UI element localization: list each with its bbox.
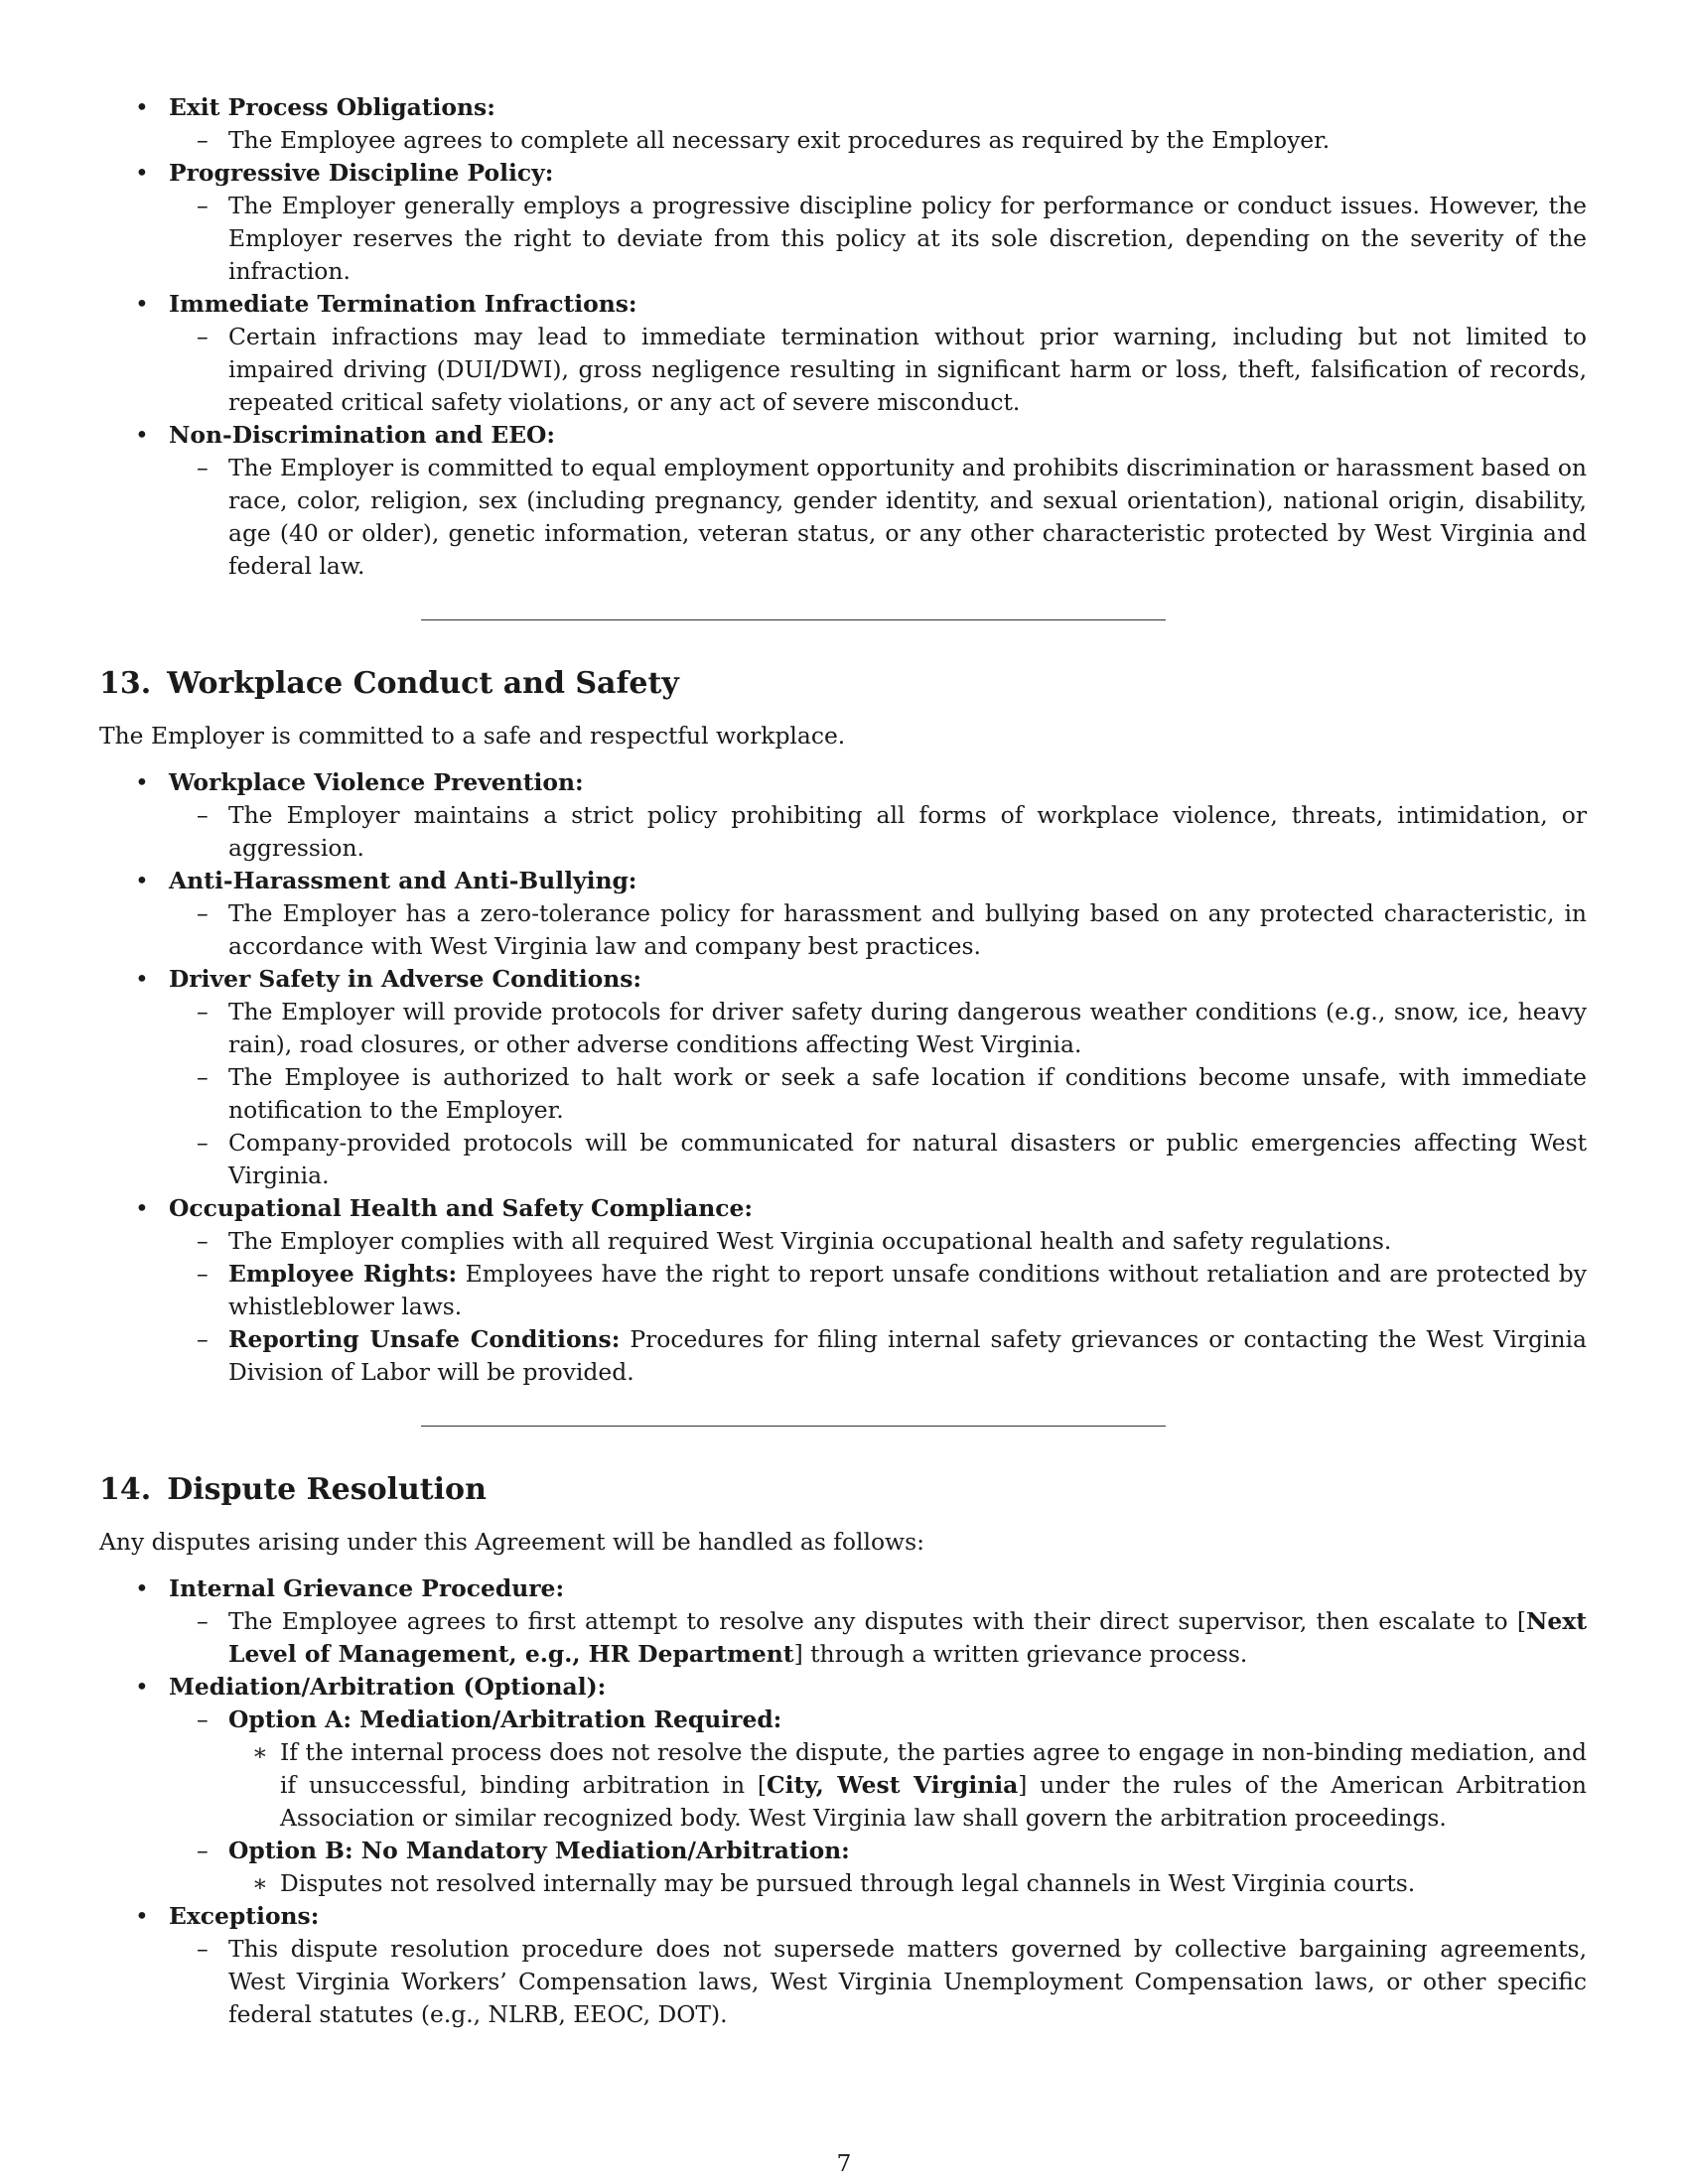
item-heading: Workplace Violence Prevention:	[169, 768, 584, 796]
sub-item-employee-rights	[169, 1258, 1587, 1323]
option-label: Option B: No Mandatory Mediation/Arbitration:	[228, 1837, 850, 1864]
sub-item: – The Employer is committed to equal employment opportunity and prohibits discrimination or harassment based on race, color, religion, sex (including pregnancy, gender identity, and sexual orientation), national origin, disability, age (40 or older), genetic information, veteran status, or any other characteristic protected by West Virginia and federal law.	[169, 452, 1587, 583]
sub-sub-item: ∗ Disputes not resolved internally may be pursued through legal channels in West Virginia courts.	[228, 1867, 1587, 1900]
sub-item-option-a	[169, 1704, 1587, 1835]
item-heading: Occupational Health and Safety Compliance:	[169, 1194, 754, 1222]
item-heading: Non-Discrimination and EEO:	[169, 421, 556, 449]
sub-item: – The Employer maintains a strict policy prohibiting all forms of workplace violence, threats, intimidation, or aggression.	[169, 799, 1587, 865]
sub-item: – The Employer complies with all required West Virginia occupational health and safety regulations.	[169, 1225, 1587, 1258]
list-item	[99, 91, 1587, 157]
inline-label: Reporting Unsafe Conditions:	[228, 1325, 621, 1353]
sub-item: – Company-provided protocols will be communicated for natural disasters or public emergencies affecting West Virginia.	[169, 1127, 1587, 1192]
section-13-heading	[99, 664, 1587, 704]
section-number: 14.	[99, 1472, 152, 1507]
section-intro: Any disputes arising under this Agreement will be handled as follows:	[99, 1528, 924, 1556]
sub-item-option-b	[169, 1835, 1587, 1900]
list-item	[99, 766, 1587, 865]
section-divider	[421, 619, 1166, 620]
item-heading: Immediate Termination Infractions:	[169, 290, 637, 318]
option-label: Option A: Mediation/Arbitration Required:	[228, 1706, 782, 1733]
page-number: 7	[836, 2149, 852, 2177]
continued-list	[99, 91, 1587, 583]
sub-item: – This dispute resolution procedure does not supersede matters governed by collective bargaining agreements, West Virginia Workers’ Compensation laws, West Virginia Unemployment Compensation laws, or other specific federal statutes (e.g., NLRB, EEOC, DOT).	[169, 1933, 1587, 2031]
list-item	[99, 157, 1587, 288]
section-number: 13.	[99, 666, 152, 701]
item-heading: Exit Process Obligations:	[169, 93, 495, 121]
sub-item	[169, 1605, 1587, 1671]
sub-item: – The Employer has a zero-tolerance policy for harassment and bullying based on any protected characteristic, in accordance with West Virginia law and company best practices.	[169, 897, 1587, 963]
list-item	[99, 865, 1587, 963]
list-item	[99, 1572, 1587, 1671]
inline-label: Employee Rights:	[228, 1260, 458, 1288]
sub-item: – The Employee agrees to complete all necessary exit procedures as required by the Employer.	[169, 124, 1587, 157]
inline-text: Employees have the right to report unsafe conditions without retaliation and are protected by whistleblower laws.	[228, 1260, 1587, 1320]
placeholder-text: City, West Virginia	[766, 1771, 1019, 1799]
section-14-list	[99, 1572, 1587, 2031]
text-part: ] under the rules of the American Arbitration Association or similar recognized body. West Virginia law shall govern the arbitration proceedings.	[280, 1771, 1587, 1832]
sub-item-reporting	[169, 1323, 1587, 1389]
placeholder-text: Next Level of Management, e.g., HR Department	[228, 1607, 1587, 1668]
sub-item: – The Employer generally employs a progressive discipline policy for performance or conduct issues. However, the Employer reserves the right to deviate from this policy at its sole discretion, depending on the severity of the infraction.	[169, 190, 1587, 288]
item-heading: Internal Grievance Procedure:	[169, 1574, 565, 1602]
text-part: The Employee agrees to first attempt to resolve any disputes with their direct supervisor, then escalate to [	[228, 1607, 1526, 1635]
sub-item: – The Employer will provide protocols for driver safety during dangerous weather conditions (e.g., snow, ice, heavy rain), road closures, or other adverse conditions affecting West Virginia.	[169, 996, 1587, 1061]
section-intro: The Employer is committed to a safe and respectful workplace.	[99, 722, 846, 750]
section-title: Workplace Conduct and Safety	[167, 666, 679, 701]
item-heading: Progressive Discipline Policy:	[169, 159, 554, 187]
sub-sub-item	[228, 1736, 1587, 1835]
section-13-list	[99, 766, 1587, 1389]
section-title: Dispute Resolution	[167, 1472, 487, 1507]
item-heading: Anti-Harassment and Anti-Bullying:	[169, 867, 637, 894]
text-part: If the internal process does not resolve the dispute, the parties agree to engage in non-binding mediation, and if unsuccessful, binding arbitration in [	[280, 1738, 1587, 1799]
sub-item: – Certain infractions may lead to immediate termination without prior warning, including but not limited to impaired driving (DUI/DWI), gross negligence resulting in significant harm or loss, theft, falsification of records, repeated critical safety violations, or any act of severe misconduct.	[169, 321, 1587, 419]
list-item	[99, 963, 1587, 1192]
list-item	[99, 1671, 1587, 1900]
item-heading: Driver Safety in Adverse Conditions:	[169, 965, 642, 993]
list-item	[99, 1192, 1587, 1389]
list-item	[99, 419, 1587, 583]
list-item	[99, 288, 1587, 419]
sub-item: – The Employee is authorized to halt work or seek a safe location if conditions become unsafe, with immediate notification to the Employer.	[169, 1061, 1587, 1127]
list-item	[99, 1900, 1587, 2031]
inline-text: Procedures for filing internal safety grievances or contacting the West Virginia Division of Labor will be provided.	[228, 1325, 1587, 1386]
item-heading: Mediation/Arbitration (Optional):	[169, 1673, 607, 1701]
section-divider	[421, 1426, 1166, 1427]
item-heading: Exceptions:	[169, 1902, 320, 1930]
text-part: ] through a written grievance process.	[793, 1640, 1248, 1668]
section-14-heading	[99, 1470, 1587, 1510]
document-page	[99, 91, 1587, 2031]
